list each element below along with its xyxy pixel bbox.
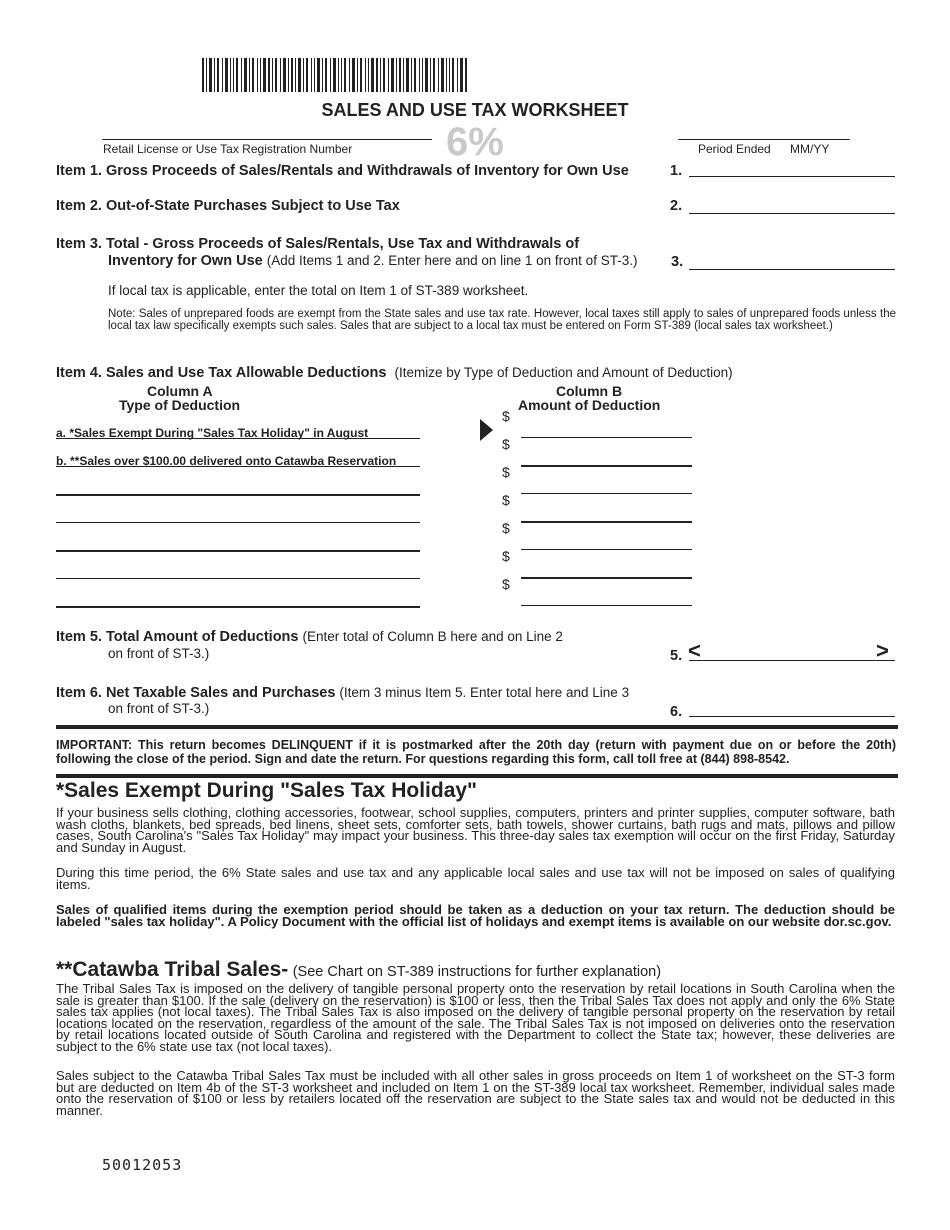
item-6-label xyxy=(56,685,629,701)
section-divider-2 xyxy=(56,774,898,778)
amount-c-line[interactable] xyxy=(521,493,692,494)
item-4-title: Item 4. Sales and Use Tax Allowable Deductions xyxy=(56,365,387,381)
item-1-number: 1. xyxy=(670,163,683,179)
item-3-label-line2 xyxy=(108,253,637,269)
dollar-sign-3: $ xyxy=(502,464,510,480)
amount-b-line[interactable] xyxy=(521,465,692,467)
dollar-sign-1: $ xyxy=(502,408,510,424)
section-divider xyxy=(56,725,898,729)
item-6-title: Item 6. Net Taxable Sales and Purchases xyxy=(56,685,336,701)
item-3-note: (Add Items 1 and 2. Enter here and on line 1 on front of ST-3.) xyxy=(266,253,638,268)
item-6-input-line[interactable] xyxy=(689,716,895,717)
item-5-close-bracket: > xyxy=(876,638,889,663)
item-5-note: (Enter total of Column B here and on Line 2 xyxy=(302,629,563,644)
item-3-label-line1: Item 3. Total - Gross Proceeds of Sales/Rentals, Use Tax and Withdrawals of xyxy=(56,236,580,252)
amount-a-line[interactable] xyxy=(521,437,692,438)
period-ended-line[interactable] xyxy=(678,139,850,140)
item-2-number: 2. xyxy=(670,198,683,214)
item-6-number: 6. xyxy=(670,704,683,720)
item-5-input-line[interactable] xyxy=(689,660,895,661)
form-code: 50012053 xyxy=(102,1156,183,1174)
item-5-number: 5. xyxy=(670,648,683,664)
holiday-paragraph-1: If your business sells clothing, clothing accessories, footwear, school supplies, computers, printers and printer supplies, computer software, bath wash cloths, blankets, bed spreads, bed linens, sheet sets, comforter sets, bath towels, shower curtains, bath rugs and mats, pillows and pillow cases, South Carolina's "Sales Tax Holiday" may impact your business. This three-day sales tax exemption will occur on the first Friday, Saturday and Sunday in August. xyxy=(56,805,895,855)
item-6-note: (Item 3 minus Item 5. Enter total here and Line 3 xyxy=(339,685,630,700)
deduction-g-line[interactable] xyxy=(56,606,420,608)
column-a-title: Column A xyxy=(147,383,213,399)
local-tax-note: If local tax is applicable, enter the total on Item 1 of ST-389 worksheet. xyxy=(108,283,529,298)
item-1-label: Item 1. Gross Proceeds of Sales/Rentals and Withdrawals of Inventory for Own Use xyxy=(56,163,629,179)
catawba-paragraph-2: Sales subject to the Catawba Tribal Sales Tax must be included with all other sales in gross proceeds on Item 1 of worksheet on the ST-3 form but are deducted on Item 4b of the ST-3 worksheet and included on Item 1 on the ST-389 local tax worksheet. Remember, individual sales made onto the reservation of $100 or less by retailers located off the reservation are subject to the State sales tax and would not be deducted in this manner. xyxy=(56,1068,895,1118)
holiday-paragraph-3: Sales of qualified items during the exemption period should be taken as a deduction on your tax return. The deduction should be labeled "sales tax holiday". A Policy Document with the official list of holidays and exempt items is available on our website dor.sc.gov. xyxy=(56,902,895,929)
amount-g-line[interactable] xyxy=(521,605,692,606)
item-4-note: (Itemize by Type of Deduction and Amount of Deduction) xyxy=(394,365,733,380)
catawba-heading: **Catawba Tribal Sales- xyxy=(56,958,289,981)
deduction-e-line[interactable] xyxy=(56,550,420,552)
item-6-note-line2: on front of ST-3.) xyxy=(108,701,210,716)
license-number-label: Retail License or Use Tax Registration Number xyxy=(103,142,353,156)
item-1-input-line[interactable] xyxy=(689,176,895,177)
item-3-input-line[interactable] xyxy=(689,269,895,270)
dollar-sign-6: $ xyxy=(502,548,510,564)
pointer-arrow-icon xyxy=(480,419,494,441)
barcode xyxy=(202,58,468,92)
column-b-subtitle: Amount of Deduction xyxy=(518,397,661,413)
license-number-line[interactable] xyxy=(102,139,432,140)
item-4-label xyxy=(56,365,733,381)
holiday-heading: *Sales Exempt During "Sales Tax Holiday" xyxy=(56,779,478,802)
form-title: SALES AND USE TAX WORKSHEET xyxy=(321,100,629,120)
column-b-title: Column B xyxy=(556,383,623,399)
item-2-input-line[interactable] xyxy=(689,213,895,214)
dollar-sign-4: $ xyxy=(502,492,510,508)
deduction-f-line[interactable] xyxy=(56,578,420,579)
dollar-sign-5: $ xyxy=(502,520,510,536)
item-5-label xyxy=(56,629,563,645)
deduction-a-label: a. *Sales Exempt During "Sales Tax Holiday" in August xyxy=(56,426,369,440)
catawba-heading-note: (See Chart on ST-389 instructions for further explanation) xyxy=(292,964,662,980)
amount-d-line[interactable] xyxy=(521,521,692,523)
item-3-bold-text: Inventory for Own Use xyxy=(108,253,263,269)
tax-rate-watermark: 6% xyxy=(446,120,504,164)
dollar-sign-2: $ xyxy=(502,436,510,452)
dollar-sign-7: $ xyxy=(502,576,510,592)
important-notice: IMPORTANT: This return becomes DELINQUENT if it is postmarked after the 20th day (return with payment due on or before the 20th) following the close of the period. Sign and date the return. For questions regarding this form, call toll free at (844) 898-8542. xyxy=(56,738,896,766)
item-3-number: 3. xyxy=(671,254,684,270)
deduction-b-line[interactable] xyxy=(56,466,420,467)
item-5-title: Item 5. Total Amount of Deductions xyxy=(56,629,299,645)
deduction-b-label: b. **Sales over $100.00 delivered onto Catawba Reservation xyxy=(56,454,397,468)
item-5-note-line2: on front of ST-3.) xyxy=(108,646,210,661)
period-format-label: MM/YY xyxy=(790,142,830,156)
deduction-a-line[interactable] xyxy=(56,438,420,439)
unprepared-foods-note: Note: Sales of unprepared foods are exempt from the State sales and use tax rate. However, local taxes still apply to sales of unprepared foods unless the local tax law specifically exempts such sales. Sales that are subject to a local tax must be entered on Form ST-389 (local sales tax worksheet.) xyxy=(108,308,896,332)
catawba-heading-row xyxy=(56,958,661,982)
item-5-open-bracket: < xyxy=(688,638,701,663)
column-a-subtitle: Type of Deduction xyxy=(119,397,241,413)
period-ended-label: Period Ended xyxy=(698,142,771,156)
deduction-c-line[interactable] xyxy=(56,494,420,496)
item-2-label: Item 2. Out-of-State Purchases Subject to Use Tax xyxy=(56,198,400,214)
amount-e-line[interactable] xyxy=(521,549,692,550)
catawba-paragraph-1: The Tribal Sales Tax is imposed on the delivery of tangible personal property onto the reservation by retail locations in South Carolina when the sale is greater than $100. If the sale (delivery on the reservation) is $100 or less, then the Tribal Sales Tax does not apply and only the 6% State sales tax applies (not local taxes). The Tribal Sales Tax is also imposed on the delivery of tangible personal property on the reservation by retail locations located on the reservation, regardless of the amount of the sale. The Tribal Sales Tax is not imposed on deliveries onto the reservation by retail locations located outside of South Carolina and registered with the Department to collect the State tax; however, these deliveries are subject to the 6% state use tax (not local taxes). xyxy=(56,981,895,1054)
holiday-paragraph-2: During this time period, the 6% State sales and use tax and any applicable local sales and use tax will not be imposed on sales of qualifying items. xyxy=(56,865,895,892)
deduction-d-line[interactable] xyxy=(56,522,420,523)
amount-f-line[interactable] xyxy=(521,577,692,579)
